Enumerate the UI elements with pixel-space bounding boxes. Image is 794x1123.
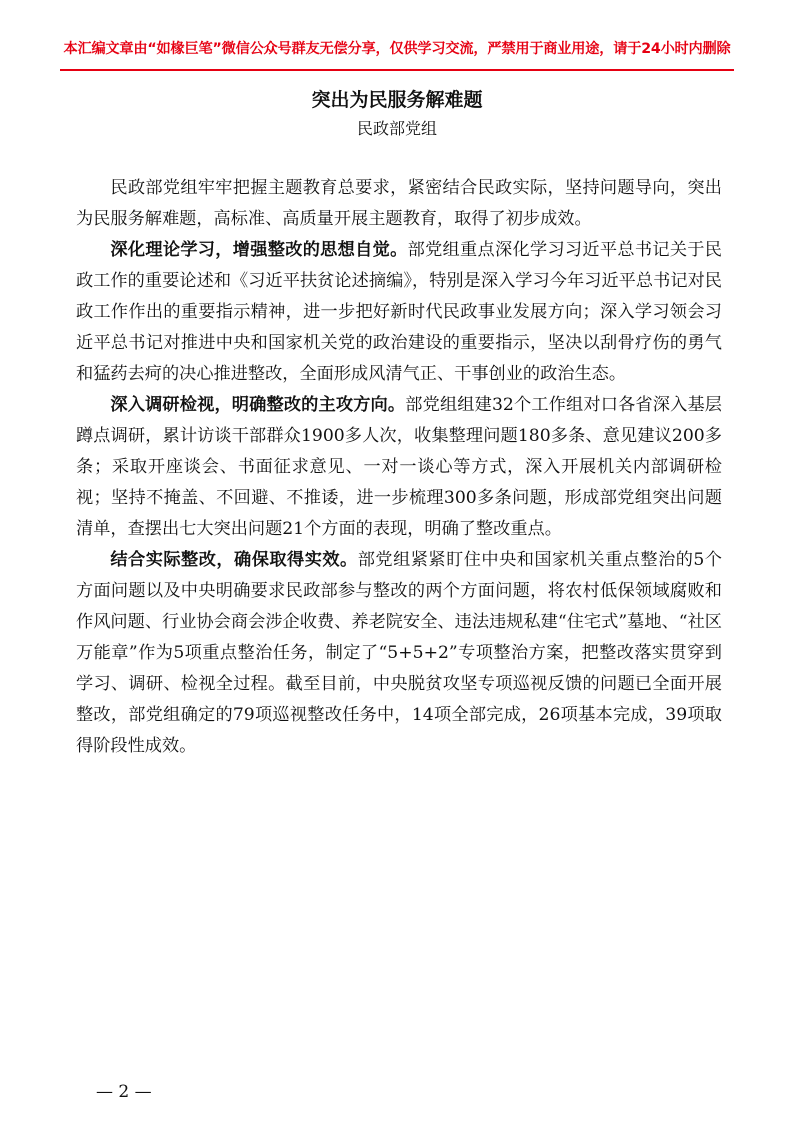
article-title: 突出为民服务解难题 — [311, 89, 483, 111]
paragraph-rectification — [76, 545, 722, 762]
article-author: 民政部党组 — [356, 119, 437, 138]
paragraph-theory-study — [76, 235, 722, 390]
paragraph-lead: 深化理论学习，增强整改的思想自觉。 — [110, 240, 408, 260]
paragraph-lead: 结合实际整改，确保取得实效。 — [110, 550, 358, 570]
paragraph-text: 部党组组建32个工作组对口各省深入基层蹲点调研，累计访谈干部群众1900多人次，收集整理问题180多条、意见建议200多条；采取开座谈会、书面征求意见、一对一谈心等方式，深入开展机关内部调研检视；坚持不掩盖、不回避、不推诿，进一步梳理300多条问题，形成部党组突出问题清单，查摆出七大突出问题21个方面的表现，明确了整改重点。 — [76, 395, 722, 539]
paragraph-research — [76, 390, 722, 545]
paragraph-text: 部党组重点深化学习习近平总书记关于民政工作的重要论述和《习近平扶贫论述摘编》，特别是深入学习今年习近平总书记对民政工作作出的重要指示精神，进一步把好新时代民政事业发展方向；深入学习领会习近平总书记对推进中央和国家机关党的政治建设的重要指示，坚决以刮骨疗伤的勇气和猛药去疴的决心推进整改，全面形成风清气正、干事创业的政治生态。 — [76, 240, 722, 384]
paragraph-intro — [76, 173, 722, 235]
paragraph-text: 民政部党组牢牢把握主题教育总要求，紧密结合民政实际，坚持问题导向，突出为民服务解难题，高标准、高质量开展主题教育，取得了初步成效。 — [76, 178, 722, 229]
paragraph-lead: 深入调研检视，明确整改的主攻方向。 — [110, 395, 406, 415]
paragraph-text: 部党组紧紧盯住中央和国家机关重点整治的5个方面问题以及中央明确要求民政部参与整改的两个方面问题，将农村低保领域腐败和作风问题、行业协会商会涉企收费、养老院安全、违法违规私建“住宅式”墓地、“社区万能章”作为5项重点整治任务，制定了“5+5+2”专项整治方案，把整改落实贯穿到学习、调研、检视全过程。截至目前，中央脱贫攻坚专项巡视反馈的问题已全面开展整改，部党组确定的79项巡视整改任务中，14项全部完成，26项基本完成，39项取得阶段性成效。 — [76, 550, 722, 756]
page-number: — 2 — — [96, 1082, 152, 1102]
copyright-notice-banner: 本汇编文章由“如椽巨笔”微信公众号群友无偿分享，仅供学习交流，严禁用于商业用途，请于24小时内删除 — [63, 41, 731, 57]
banner-divider — [60, 69, 734, 71]
article-body — [76, 173, 722, 762]
